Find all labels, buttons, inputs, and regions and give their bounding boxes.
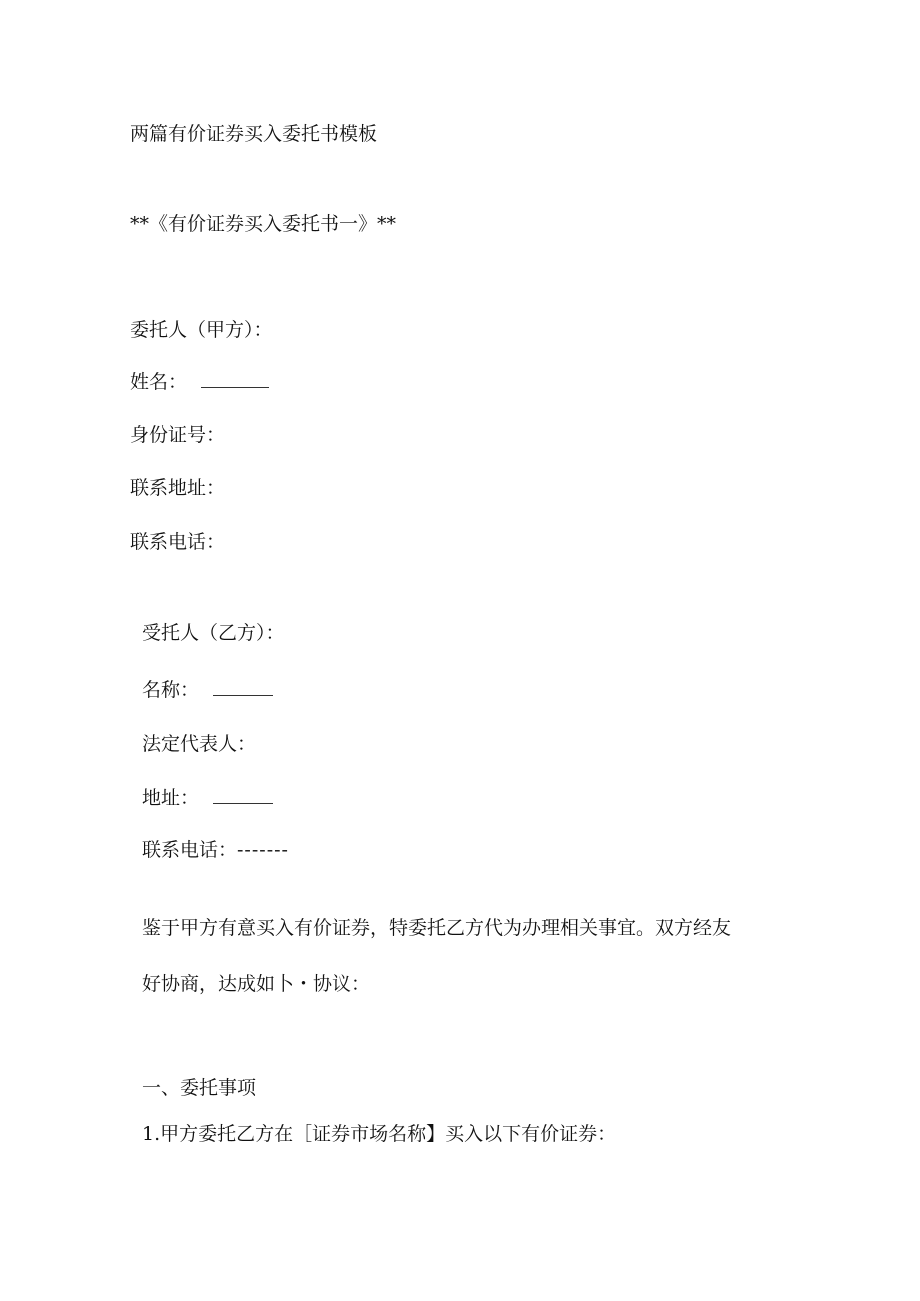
agent-address-blank <box>213 787 273 804</box>
agent-address-label: 地址： <box>142 787 200 809</box>
principal-name-blank <box>201 371 269 388</box>
principal-address-label: 联系地址： <box>130 477 226 499</box>
preamble-line-1: 鉴于甲方有意买入有价证券，特委托乙方代为办理相关事宜。双方经友 <box>142 917 732 939</box>
principal-phone-label: 联系电话： <box>130 531 226 553</box>
principal-heading: 委托人（甲方）： <box>130 319 273 341</box>
document-title: 两篇有价证券买入委托书模板 <box>130 123 378 145</box>
agent-address-row <box>142 786 273 810</box>
principal-name-label: 姓名： <box>130 371 188 393</box>
preamble-line-2: 好协商，达成如卜・协议： <box>142 973 371 995</box>
agent-heading: 受托人（乙方）： <box>142 622 285 644</box>
principal-name-row <box>130 370 269 394</box>
agent-rep-label: 法定代表人： <box>142 733 257 755</box>
agent-name-blank <box>213 679 273 696</box>
principal-id-label: 身份证号： <box>130 424 226 446</box>
document-subtitle: **《有价证券买入委托书一》** <box>130 213 397 235</box>
agent-name-row <box>142 678 273 702</box>
agent-phone-row <box>142 838 289 862</box>
agent-name-label: 名称： <box>142 679 200 701</box>
agent-phone-label: 联系电话： <box>142 839 238 861</box>
section-1-item-1: 1.甲方委托乙方在［证券市场名称】买入以下有价证券： <box>142 1123 617 1145</box>
section-1-heading: 一、委托事项 <box>142 1077 257 1099</box>
agent-phone-value: ------- <box>237 839 289 861</box>
